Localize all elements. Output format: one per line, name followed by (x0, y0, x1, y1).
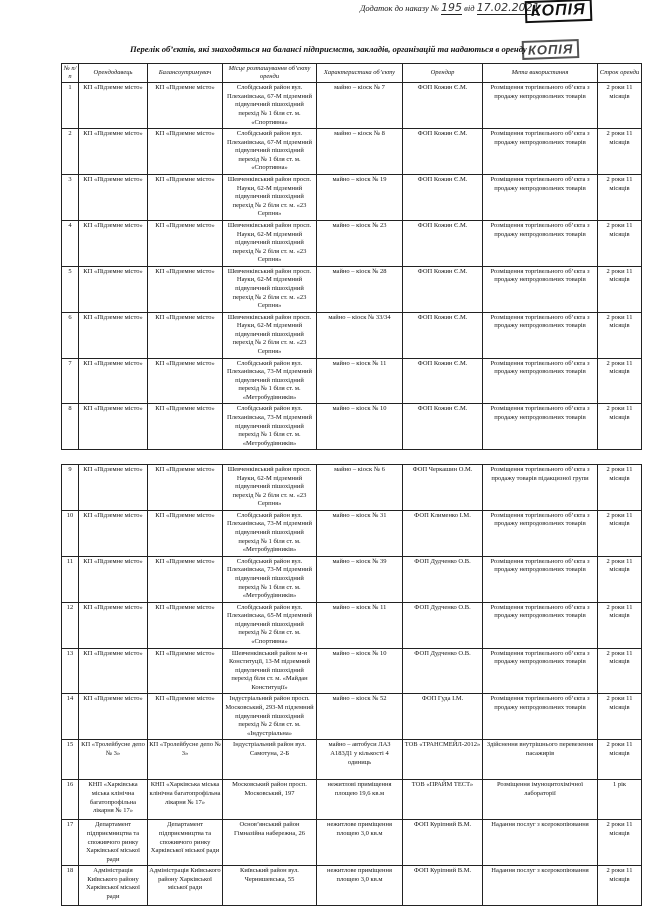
column-header: Орендодавець (79, 64, 148, 83)
purpose-cell: Надання послуг з ксерокопіювання (483, 866, 598, 906)
order-number: 195 (441, 1, 463, 14)
row-number: 9 (62, 465, 79, 511)
purpose-cell: Розміщення торгівельного об’єкта з продажу непродовольчих товарів (483, 404, 598, 450)
tenant-cell: ФОП Кожин Є.М. (403, 312, 483, 358)
location-cell: Московський район просп. Московський, 197 (223, 780, 317, 820)
lessor-cell: КП «Підземне місто» (79, 266, 148, 312)
object-characteristic-cell: майно – кіоск № 6 (317, 465, 403, 511)
purpose-cell: Розміщення торгівельного об’єкта з продажу непродовольчих товарів (483, 175, 598, 221)
table-row (62, 83, 642, 129)
column-header: Орендар (403, 64, 483, 83)
balance-holder-cell: КП «Тролейбусне депо № 3» (148, 740, 223, 780)
purpose-cell: Розміщення торгівельного об’єкта з продажу непродовольчих товарів (483, 83, 598, 129)
purpose-cell: Розміщення торгівельного об’єкта з продажу непродовольчих товарів (483, 648, 598, 694)
balance-holder-cell: КНП «Харківська міська клінічна багатопрофільна лікарня № 17» (148, 780, 223, 820)
row-number: 6 (62, 312, 79, 358)
location-cell: Слобідський район вул. Плеханівська, 73-М підземний підвуличний пішохідний перехід № 1 біля ст. м. «Метробудівників» (223, 510, 317, 556)
balance-holder-cell: КП «Підземне місто» (148, 510, 223, 556)
object-characteristic-cell: майно – кіоск № 52 (317, 694, 403, 740)
location-cell: Шевченківський район просп. Науки, 62-М підземний підвуличний пішохідний перехід № 2 біля ст. м. «23 Серпня» (223, 175, 317, 221)
table-row (62, 266, 642, 312)
table-row (62, 648, 642, 694)
table-row (62, 820, 642, 866)
lease-term-cell: 2 роки 11 місяців (598, 220, 642, 266)
lessor-cell: КНП «Харківська міська клінічна багатопрофільна лікарня № 17» (79, 780, 148, 820)
object-characteristic-cell: майно – кіоск № 39 (317, 556, 403, 602)
lease-term-cell: 2 роки 11 місяців (598, 312, 642, 358)
tenant-cell: ФОП Дудченко О.В. (403, 556, 483, 602)
lessor-cell: КП «Підземне місто» (79, 83, 148, 129)
row-number: 4 (62, 220, 79, 266)
tenant-cell: ТОВ «ПРАЙМ ТЕСТ» (403, 780, 483, 820)
order-prefix: Додаток до наказу № (360, 3, 439, 13)
object-characteristic-cell: майно – кіоск № 10 (317, 648, 403, 694)
object-characteristic-cell: майно – кіоск № 28 (317, 266, 403, 312)
document-title: Перелік об’єктів, які знаходяться на балансі підприємств, закладів, організацій та надаються в оренду (130, 44, 527, 54)
table-row (62, 312, 642, 358)
purpose-cell: Надання послуг з ксерокопіювання (483, 820, 598, 866)
object-characteristic-cell: майно – автобуси ЛАЗ А183Д1 у кількості 4 одиниць (317, 740, 403, 780)
lessor-cell: Адміністрація Київського району Харківської міської ради (79, 866, 148, 906)
balance-holder-cell: КП «Підземне місто» (148, 465, 223, 511)
tenant-cell: ФОП Кожин Є.М. (403, 220, 483, 266)
objects-table-page-1 (61, 63, 642, 450)
lease-term-cell: 2 роки 11 місяців (598, 602, 642, 648)
table-row (62, 866, 642, 906)
table-row (62, 780, 642, 820)
row-number: 17 (62, 820, 79, 866)
balance-holder-cell: КП «Підземне місто» (148, 175, 223, 221)
object-characteristic-cell: майно – кіоск № 19 (317, 175, 403, 221)
copy-stamp-faint: КОПІЯ (522, 39, 580, 60)
tenant-cell: ФОП Черкашин О.М. (403, 465, 483, 511)
row-number: 11 (62, 556, 79, 602)
object-characteristic-cell: майно – кіоск № 10 (317, 404, 403, 450)
balance-holder-cell: КП «Підземне місто» (148, 404, 223, 450)
row-number: 2 (62, 129, 79, 175)
row-number: 5 (62, 266, 79, 312)
table-row (62, 175, 642, 221)
object-characteristic-cell: майно – кіоск № 33/34 (317, 312, 403, 358)
table-body (62, 83, 642, 450)
row-number: 14 (62, 694, 79, 740)
lessor-cell: КП «Підземне місто» (79, 694, 148, 740)
lease-term-cell: 2 роки 11 місяців (598, 83, 642, 129)
table-row (62, 358, 642, 404)
objects-table-page-2 (61, 464, 642, 906)
table-row (62, 465, 642, 511)
table-row (62, 556, 642, 602)
tenant-cell: ФОП Кожин Є.М. (403, 129, 483, 175)
table-row (62, 220, 642, 266)
location-cell: Індустріальний район просп. Московський, 293-М підземний підвуличний пішохідний перехід № 2 біля ст. м. «Індустріальна» (223, 694, 317, 740)
location-cell: Слобідський район вул. Плеханівська, 65-М підземний підвуличний пішохідний перехід № 2 біля ст. м. «Спортивна» (223, 602, 317, 648)
location-cell: Слобідський район вул. Плеханівська, 73-М підземний підвуличний пішохідний перехід № 1 біля ст. м. «Метробудівників» (223, 358, 317, 404)
tenant-cell: ФОП Клименко І.М. (403, 510, 483, 556)
purpose-cell: Розміщення торгівельного об’єкта з продажу непродовольчих товарів (483, 312, 598, 358)
lease-term-cell: 2 роки 11 місяців (598, 358, 642, 404)
table-row (62, 602, 642, 648)
purpose-cell: Розміщення торгівельного об’єкта з продажу товарів підакцизної групи (483, 465, 598, 511)
tenant-cell: ФОП Дудченко О.В. (403, 648, 483, 694)
location-cell: Слобідський район вул. Плеханівська, 67-М підземний підвуличний пішохідний перехід № 1 біля ст. м. «Спортивна» (223, 129, 317, 175)
object-characteristic-cell: нежитлове приміщення площею 3,0 кв.м (317, 866, 403, 906)
lessor-cell: КП «Підземне місто» (79, 129, 148, 175)
column-header: № п/п (62, 64, 79, 83)
balance-holder-cell: КП «Підземне місто» (148, 648, 223, 694)
lease-term-cell: 2 роки 11 місяців (598, 866, 642, 906)
purpose-cell: Розміщення торгівельного об’єкта з продажу непродовольчих товарів (483, 694, 598, 740)
purpose-cell: Розміщення імуноцитохімічної лабораторії (483, 780, 598, 820)
tenant-cell: ФОП Кожин Є.М. (403, 175, 483, 221)
location-cell: Основ’янський район Гімназійна набережна, 26 (223, 820, 317, 866)
purpose-cell: Розміщення торгівельного об’єкта з продажу непродовольчих товарів (483, 358, 598, 404)
balance-holder-cell: КП «Підземне місто» (148, 83, 223, 129)
row-number: 15 (62, 740, 79, 780)
location-cell: Слобідський район вул. Плеханівська, 67-М підземний підвуличний пішохідний перехід № 1 біля ст. м. «Спортивна» (223, 83, 317, 129)
purpose-cell: Розміщення торгівельного об’єкта з продажу непродовольчих товарів (483, 602, 598, 648)
balance-holder-cell: КП «Підземне місто» (148, 556, 223, 602)
object-characteristic-cell: майно – кіоск № 23 (317, 220, 403, 266)
order-date: 17.02.2021 (476, 1, 540, 14)
row-number: 1 (62, 83, 79, 129)
table-body (62, 465, 642, 906)
purpose-cell: Здійснення внутрішнього перевезення пасажирів (483, 740, 598, 780)
purpose-cell: Розміщення торгівельного об’єкта з продажу непродовольчих товарів (483, 266, 598, 312)
table-row (62, 740, 642, 780)
lessor-cell: КП «Тролейбусне депо № 3» (79, 740, 148, 780)
tenant-cell: ФОП Кожин Є.М. (403, 83, 483, 129)
lessor-cell: КП «Підземне місто» (79, 220, 148, 266)
object-characteristic-cell: майно – кіоск № 11 (317, 358, 403, 404)
lessor-cell: КП «Підземне місто» (79, 465, 148, 511)
purpose-cell: Розміщення торгівельного об’єкта з продажу непродовольчих товарів (483, 510, 598, 556)
lease-term-cell: 2 роки 11 місяців (598, 510, 642, 556)
location-cell: Шевченківський район просп. Науки, 62-М підземний підвуличний пішохідний перехід № 2 біля ст. м. «23 Серпня» (223, 312, 317, 358)
location-cell: Індустріальний район вул. Самотуна, 2-Б (223, 740, 317, 780)
location-cell: Шевченківський район просп. Науки, 62-М підземний підвуличний пішохідний перехід № 2 біля ст. м. «23 Серпня» (223, 220, 317, 266)
purpose-cell: Розміщення торгівельного об’єкта з продажу непродовольчих товарів (483, 220, 598, 266)
row-number: 8 (62, 404, 79, 450)
lease-term-cell: 2 роки 11 місяців (598, 740, 642, 780)
column-header: Місце розташування об’єкту оренди (223, 64, 317, 83)
balance-holder-cell: КП «Підземне місто» (148, 312, 223, 358)
location-cell: Шевченківський район просп. Науки, 62-М підземний підвуличний пішохідний перехід № 2 біля ст. м. «23 Серпня» (223, 465, 317, 511)
table-row (62, 510, 642, 556)
balance-holder-cell: КП «Підземне місто» (148, 694, 223, 740)
lessor-cell: КП «Підземне місто» (79, 175, 148, 221)
location-cell: Шевченківський район м-н Конституції, 13-М підземний підвуличний пішохідний перехід біля ст. м. «Майдан Конституції» (223, 648, 317, 694)
lessor-cell: КП «Підземне місто» (79, 648, 148, 694)
tenant-cell: ФОП Дудченко О.В. (403, 602, 483, 648)
lease-term-cell: 2 роки 11 місяців (598, 556, 642, 602)
lessor-cell: КП «Підземне місто» (79, 404, 148, 450)
lease-term-cell: 1 рік (598, 780, 642, 820)
balance-holder-cell: Департамент підприємництва та споживчого ринку Харківської міської ради (148, 820, 223, 866)
row-number: 12 (62, 602, 79, 648)
lessor-cell: Департамент підприємництва та споживчого ринку Харківської міської ради (79, 820, 148, 866)
lease-term-cell: 2 роки 11 місяців (598, 404, 642, 450)
tenant-cell: ФОП Куріпний В.М. (403, 866, 483, 906)
tenant-cell: ФОП Кожин Є.М. (403, 266, 483, 312)
tenant-cell: ФОП Кожин Є.М. (403, 404, 483, 450)
column-header: Характеристика об’єкту (317, 64, 403, 83)
balance-holder-cell: Адміністрація Київського району Харківської міської ради (148, 866, 223, 906)
table-row (62, 694, 642, 740)
object-characteristic-cell: нежитлові приміщення площею 19,6 кв.м (317, 780, 403, 820)
lessor-cell: КП «Підземне місто» (79, 312, 148, 358)
lessor-cell: КП «Підземне місто» (79, 358, 148, 404)
lease-term-cell: 2 роки 11 місяців (598, 820, 642, 866)
object-characteristic-cell: майно – кіоск № 31 (317, 510, 403, 556)
lessor-cell: КП «Підземне місто» (79, 510, 148, 556)
balance-holder-cell: КП «Підземне місто» (148, 129, 223, 175)
lessor-cell: КП «Підземне місто» (79, 556, 148, 602)
lease-term-cell: 2 роки 11 місяців (598, 648, 642, 694)
row-number: 7 (62, 358, 79, 404)
copy-stamp: КОПІЯ (525, 0, 592, 23)
object-characteristic-cell: майно – кіоск № 8 (317, 129, 403, 175)
purpose-cell: Розміщення торгівельного об’єкта з продажу непродовольчих товарів (483, 129, 598, 175)
location-cell: Слобідський район вул. Плеханівська, 73-М підземний підвуличний пішохідний перехід № 1 біля ст. м. «Метробудівників» (223, 556, 317, 602)
object-characteristic-cell: майно – кіоск № 7 (317, 83, 403, 129)
object-characteristic-cell: майно – кіоск № 11 (317, 602, 403, 648)
lease-term-cell: 2 роки 11 місяців (598, 266, 642, 312)
lease-term-cell: 2 роки 11 місяців (598, 129, 642, 175)
balance-holder-cell: КП «Підземне місто» (148, 358, 223, 404)
lease-term-cell: 2 роки 11 місяців (598, 465, 642, 511)
table-row (62, 129, 642, 175)
location-cell: Слобідський район вул. Плеханівська, 73-М підземний підвуличний пішохідний перехід № 1 біля ст. м. «Метробудівників» (223, 404, 317, 450)
order-from-word: від (464, 3, 475, 13)
tenant-cell: ФОП Гуда І.М. (403, 694, 483, 740)
table-row (62, 404, 642, 450)
tenant-cell: ФОП Кожин Є.М. (403, 358, 483, 404)
location-cell: Шевченківський район просп. Науки, 62-М підземний підвуличний пішохідний перехід № 2 біля ст. м. «23 Серпня» (223, 266, 317, 312)
object-characteristic-cell: нежитлове приміщення площею 3,0 кв.м (317, 820, 403, 866)
order-reference (360, 1, 540, 15)
row-number: 10 (62, 510, 79, 556)
table-header-row (62, 64, 642, 83)
row-number: 13 (62, 648, 79, 694)
tenant-cell: ФОП Куріпний В.М. (403, 820, 483, 866)
location-cell: Київський район вул. Чернишевська, 55 (223, 866, 317, 906)
balance-holder-cell: КП «Підземне місто» (148, 266, 223, 312)
lease-term-cell: 2 роки 11 місяців (598, 175, 642, 221)
balance-holder-cell: КП «Підземне місто» (148, 602, 223, 648)
column-header: Мета використання (483, 64, 598, 83)
column-header: Балансоутримувач (148, 64, 223, 83)
tenant-cell: ТОВ «ТРАНСМЕЙЛ-2012» (403, 740, 483, 780)
lessor-cell: КП «Підземне місто» (79, 602, 148, 648)
column-header: Строк оренди (598, 64, 642, 83)
balance-holder-cell: КП «Підземне місто» (148, 220, 223, 266)
row-number: 3 (62, 175, 79, 221)
row-number: 18 (62, 866, 79, 906)
row-number: 16 (62, 780, 79, 820)
lease-term-cell: 2 роки 11 місяців (598, 694, 642, 740)
purpose-cell: Розміщення торгівельного об’єкта з продажу непродовольчих товарів (483, 556, 598, 602)
